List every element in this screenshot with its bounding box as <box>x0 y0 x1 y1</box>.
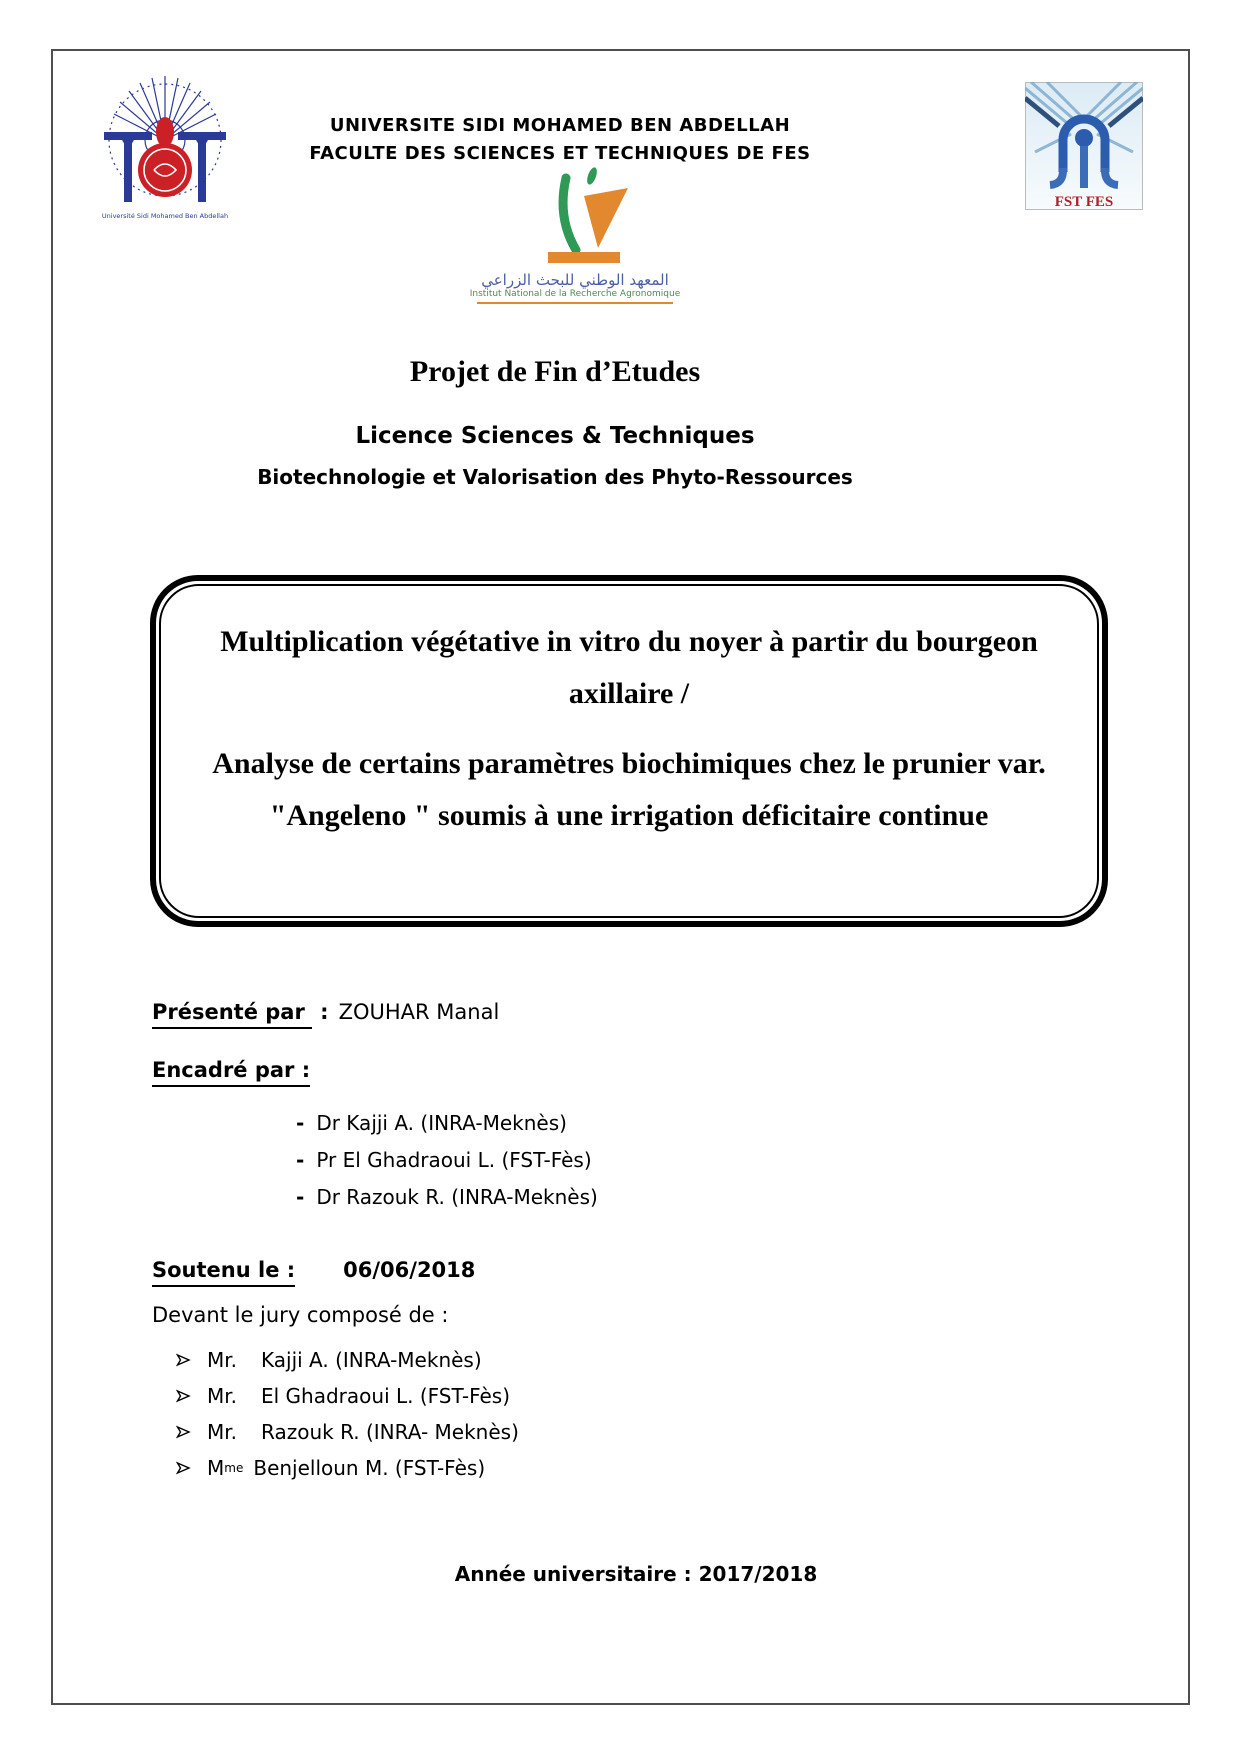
jury-member-name: Kajji A. (INRA-Meknès) <box>261 1348 482 1372</box>
jury-intro: Devant le jury composé de : <box>152 1303 449 1327</box>
inra-logo-block <box>445 166 705 304</box>
arrow-bullet-icon <box>176 1461 191 1475</box>
supervisors-list <box>296 1105 598 1216</box>
arrow-bullet-icon <box>176 1425 191 1439</box>
jury-member-name: Benjelloun M. (FST-Fès) <box>253 1456 486 1480</box>
supervisor-name: Dr Kajji A. (INRA-Meknès) <box>316 1111 567 1135</box>
degree-name: Licence Sciences & Techniques <box>355 423 755 449</box>
fst-fes-logo-label: FST FES <box>1054 194 1114 210</box>
academic-year: Année universitaire : 2017/2018 <box>454 1562 818 1586</box>
supervisor-name: Pr El Ghadraoui L. (FST-Fès) <box>316 1148 592 1172</box>
university-logo-caption: Université Sidi Mohamed Ben Abdellah <box>101 212 229 220</box>
header <box>240 112 880 168</box>
jury-member-name: Razouk R. (INRA- Meknès) <box>261 1420 519 1444</box>
program-name: Biotechnologie et Valorisation des Phyto-Ressources <box>257 465 853 489</box>
inra-logo-icon <box>510 166 640 266</box>
list-item <box>176 1378 519 1414</box>
fst-fes-logo-icon <box>1025 82 1143 214</box>
list-item <box>296 1105 598 1142</box>
dash-bullet: - <box>296 1185 305 1209</box>
jury-member-title: Mr. <box>207 1384 237 1408</box>
list-item <box>296 1142 598 1179</box>
list-item <box>296 1179 598 1216</box>
thesis-title-part2: Analyse de certains paramètres biochimiques chez le prunier var. "Angeleno " soumis à une irrigation déficitaire continue <box>212 747 1046 832</box>
jury-member-title-sup: me <box>224 1461 244 1475</box>
university-name: UNIVERSITE SIDI MOHAMED BEN ABDELLAH <box>329 115 791 136</box>
inra-caption-french: Institut National de la Recherche Agronomique <box>469 289 681 299</box>
inra-caption-arabic: المعهد الوطني للبحث الزراعي <box>481 271 669 289</box>
thesis-title-part1: Multiplication végétative in vitro du noyer à partir du bourgeon axillaire / <box>220 625 1038 710</box>
supervised-by-label: Encadré par : <box>152 1058 310 1087</box>
presented-by-separator: : <box>320 1000 329 1024</box>
defense-date-label: Soutenu le : <box>152 1258 295 1287</box>
jury-list <box>176 1342 519 1486</box>
dash-bullet: - <box>296 1148 305 1172</box>
supervised-by-row <box>152 1058 310 1082</box>
presented-by-value: ZOUHAR Manal <box>338 1000 500 1024</box>
jury-member-title: Mr. <box>207 1348 237 1372</box>
arrow-bullet-icon <box>176 1389 191 1403</box>
jury-member-title: Mr. <box>207 1420 237 1444</box>
presented-by-label: Présenté par <box>152 1000 312 1029</box>
jury-member-name: El Ghadraoui L. (FST-Fès) <box>261 1384 511 1408</box>
inra-rule <box>477 302 673 304</box>
list-item <box>176 1414 519 1450</box>
defense-date-value: 06/06/2018 <box>343 1258 476 1282</box>
title-box-inner <box>159 584 1099 918</box>
dash-bullet: - <box>296 1111 305 1135</box>
faculty-name: FACULTE DES SCIENCES ET TECHNIQUES DE FES <box>309 143 811 164</box>
presented-by-row <box>152 1000 499 1024</box>
defense-date-row <box>152 1258 475 1282</box>
document-kind: Projet de Fin d’Etudes <box>409 355 701 388</box>
arrow-bullet-icon <box>176 1353 191 1367</box>
list-item <box>176 1342 519 1378</box>
list-item <box>176 1450 519 1486</box>
university-logo-icon <box>98 70 232 226</box>
title-box <box>150 575 1108 927</box>
jury-member-title: M <box>207 1456 225 1480</box>
supervisor-name: Dr Razouk R. (INRA-Meknès) <box>316 1185 598 1209</box>
